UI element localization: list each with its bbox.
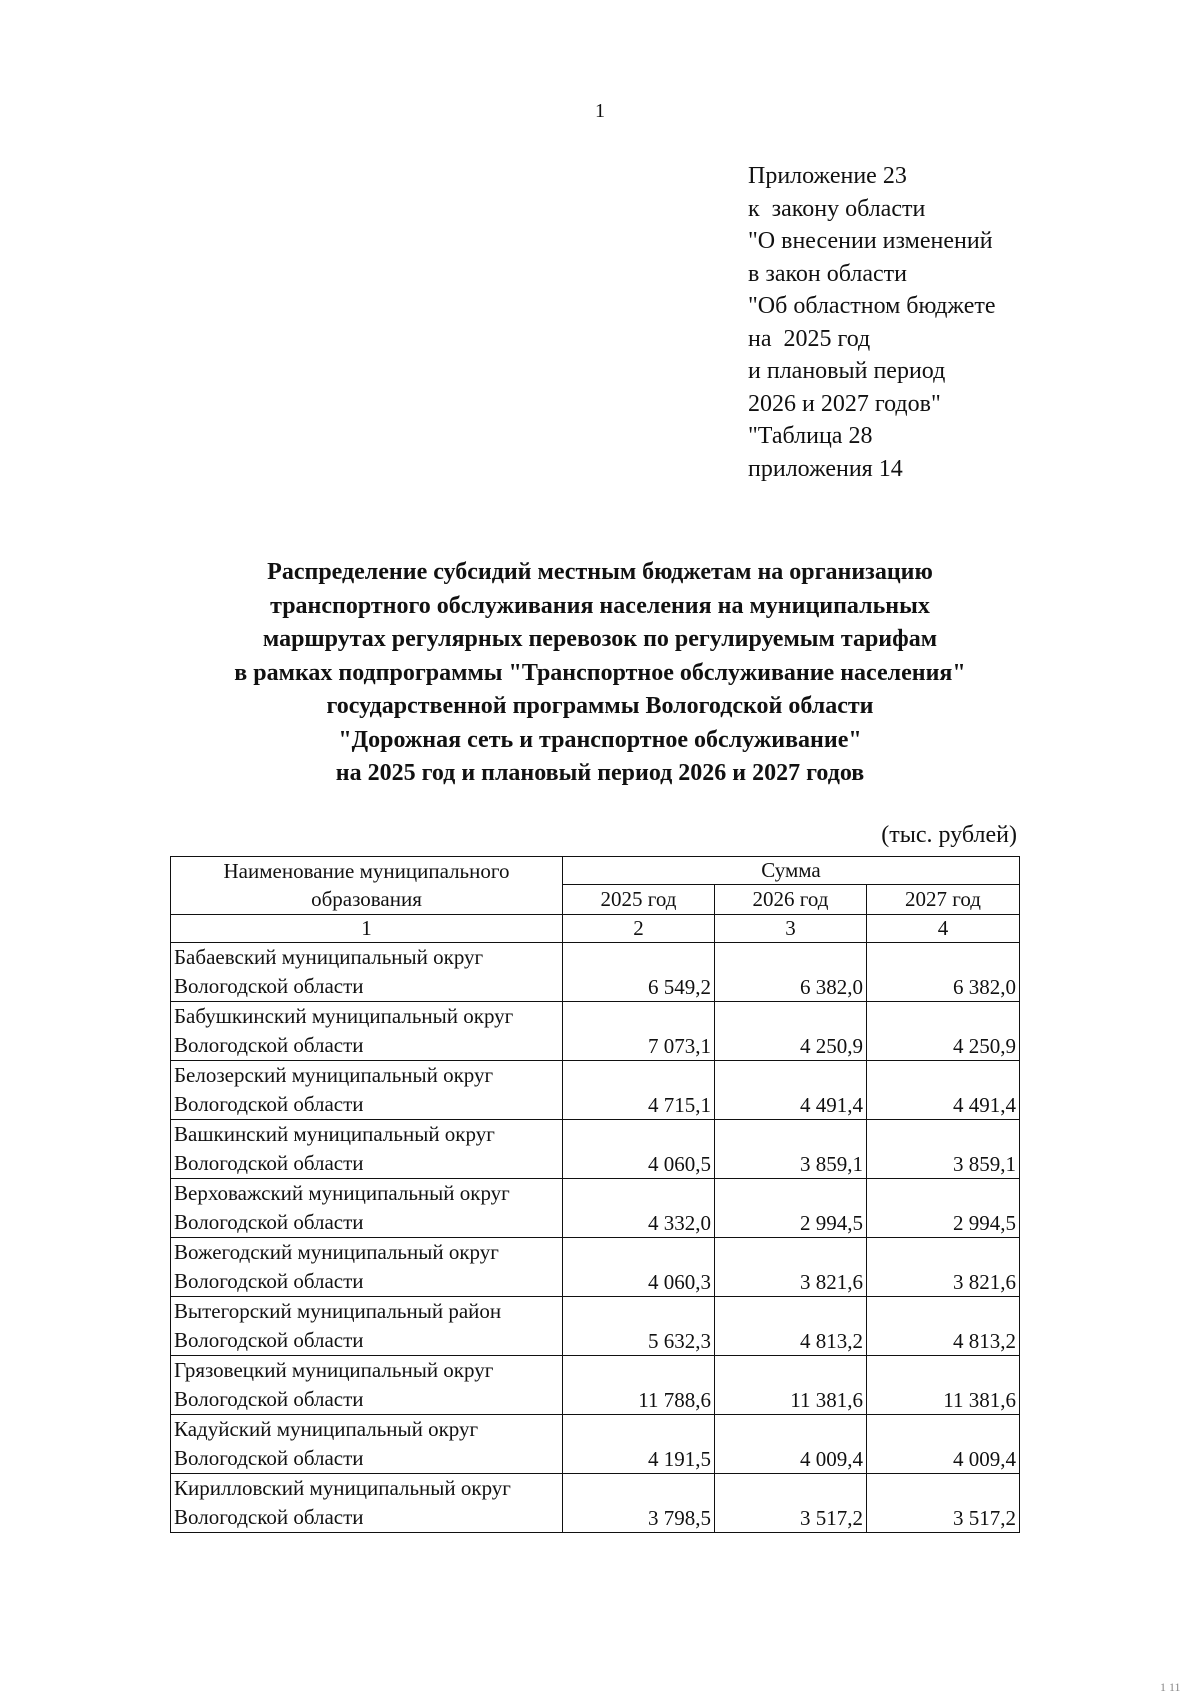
value-2027: 3 859,1 <box>867 1120 1020 1179</box>
municipality-name-line1: Бабушкинский муниципальный округ <box>174 1004 514 1028</box>
column-number: 3 <box>715 915 867 943</box>
municipality-name-line2: Вологодской области <box>174 1210 364 1234</box>
municipality-name <box>171 1061 563 1120</box>
municipality-name-line2: Вологодской области <box>174 1505 364 1529</box>
header-year-2027: 2027 год <box>867 885 1020 915</box>
table-row <box>171 1297 1020 1356</box>
municipality-name <box>171 1238 563 1297</box>
table-row <box>171 1179 1020 1238</box>
appendix-line: "Таблица 28 <box>748 423 873 449</box>
corner-mark: 1 11 <box>1160 1680 1181 1694</box>
municipality-name-line1: Вожегодский муниципальный округ <box>174 1240 499 1264</box>
municipality-name-line1: Грязовецкий муниципальный округ <box>174 1358 494 1382</box>
municipality-name <box>171 1415 563 1474</box>
municipality-name-line2: Вологодской области <box>174 1033 364 1057</box>
value-2025: 4 332,0 <box>563 1179 715 1238</box>
column-number: 1 <box>171 915 563 943</box>
value-2027: 2 994,5 <box>867 1179 1020 1238</box>
value-2027: 4 250,9 <box>867 1002 1020 1061</box>
value-2027: 6 382,0 <box>867 943 1020 1002</box>
title-line: Распределение субсидий местным бюджетам на организацию <box>267 559 933 585</box>
municipality-name <box>171 1120 563 1179</box>
table-row <box>171 1356 1020 1415</box>
municipality-name-line1: Белозерский муниципальный округ <box>174 1063 494 1087</box>
municipality-name-line2: Вологодской области <box>174 1151 364 1175</box>
table-row <box>171 1415 1020 1474</box>
appendix-line: на 2025 год <box>748 325 871 352</box>
page-number: 1 <box>595 100 605 122</box>
appendix-line: "О внесении изменений <box>748 228 993 254</box>
municipality-name-line1: Кадуйский муниципальный округ <box>174 1417 479 1441</box>
municipality-name <box>171 1002 563 1061</box>
value-2026: 6 382,0 <box>715 943 867 1002</box>
value-2025: 11 788,6 <box>563 1356 715 1415</box>
column-number: 2 <box>563 915 715 943</box>
value-2027: 11 381,6 <box>867 1356 1020 1415</box>
value-2027: 4 491,4 <box>867 1061 1020 1120</box>
value-2025: 4 715,1 <box>563 1061 715 1120</box>
value-2026: 4 250,9 <box>715 1002 867 1061</box>
municipality-name-line2: Вологодской области <box>174 1446 364 1470</box>
value-2027: 3 821,6 <box>867 1238 1020 1297</box>
appendix-line: в закон области <box>748 260 907 287</box>
appendix-line: Приложение 23 <box>748 163 907 189</box>
header-year-2025: 2025 год <box>563 885 715 915</box>
municipality-name-line2: Вологодской области <box>174 1328 364 1352</box>
table-row <box>171 1002 1020 1061</box>
title-line: на 2025 год и плановый период 2026 и 2027 годов <box>335 760 865 786</box>
title-line: маршрутах регулярных перевозок по регулируемым тарифам <box>262 626 938 652</box>
header-municipality <box>171 857 563 915</box>
municipality-name-line1: Бабаевский муниципальный округ <box>174 945 484 969</box>
table-row <box>171 1120 1020 1179</box>
municipality-name <box>171 1356 563 1415</box>
municipality-name-line2: Вологодской области <box>174 974 364 998</box>
appendix-reference <box>748 160 996 485</box>
value-2027: 4 009,4 <box>867 1415 1020 1474</box>
header-sum: Сумма <box>563 857 1020 885</box>
header-year-2026: 2026 год <box>715 885 867 915</box>
value-2026: 3 859,1 <box>715 1120 867 1179</box>
appendix-line: приложения 14 <box>748 455 903 482</box>
document-title <box>170 556 1030 791</box>
municipality-name <box>171 1179 563 1238</box>
value-2026: 3 821,6 <box>715 1238 867 1297</box>
column-number: 4 <box>867 915 1020 943</box>
municipality-name-line2: Вологодской области <box>174 1387 364 1411</box>
table-row <box>171 943 1020 1002</box>
municipality-name-line1: Кирилловский муниципальный округ <box>174 1476 511 1500</box>
value-2025: 4 060,3 <box>563 1238 715 1297</box>
municipality-name-line1: Вашкинский муниципальный округ <box>174 1122 495 1146</box>
title-line: транспортного обслуживания населения на муниципальных <box>270 592 930 619</box>
subsidy-table <box>170 856 1020 1533</box>
table-row <box>171 1238 1020 1297</box>
value-2027: 3 517,2 <box>867 1474 1020 1533</box>
value-2027: 4 813,2 <box>867 1297 1020 1356</box>
value-2026: 4 009,4 <box>715 1415 867 1474</box>
appendix-line: "Об областном бюджете <box>748 293 996 319</box>
appendix-line: и плановый период <box>748 358 946 384</box>
value-2025: 5 632,3 <box>563 1297 715 1356</box>
municipality-name-line1: Вытегорский муниципальный район <box>174 1299 502 1323</box>
municipality-name <box>171 1474 563 1533</box>
municipality-name <box>171 1297 563 1356</box>
value-2025: 4 191,5 <box>563 1415 715 1474</box>
value-2026: 3 517,2 <box>715 1474 867 1533</box>
value-2026: 2 994,5 <box>715 1179 867 1238</box>
value-2025: 7 073,1 <box>563 1002 715 1061</box>
municipality-name-line2: Вологодской области <box>174 1092 364 1116</box>
value-2025: 6 549,2 <box>563 943 715 1002</box>
units-note: (тыс. рублей) <box>881 822 1017 848</box>
value-2026: 4 491,4 <box>715 1061 867 1120</box>
value-2025: 3 798,5 <box>563 1474 715 1533</box>
value-2025: 4 060,5 <box>563 1120 715 1179</box>
header-municipality-line1: Наименование муниципального <box>223 859 510 883</box>
appendix-line: к закону области <box>748 195 926 222</box>
value-2026: 4 813,2 <box>715 1297 867 1356</box>
title-line: в рамках подпрограммы "Транспортное обслуживание населения" <box>234 659 966 686</box>
header-municipality-line2: образования <box>311 887 422 911</box>
table-row <box>171 1474 1020 1533</box>
value-2026: 11 381,6 <box>715 1356 867 1415</box>
appendix-line: 2026 и 2027 годов" <box>748 390 941 417</box>
title-line: государственной программы Вологодской области <box>326 693 874 719</box>
municipality-name-line1: Верховажский муниципальный округ <box>174 1181 510 1205</box>
municipality-name <box>171 943 563 1002</box>
table-row <box>171 1061 1020 1120</box>
municipality-name-line2: Вологодской области <box>174 1269 364 1293</box>
title-line: "Дорожная сеть и транспортное обслуживание" <box>338 726 862 753</box>
